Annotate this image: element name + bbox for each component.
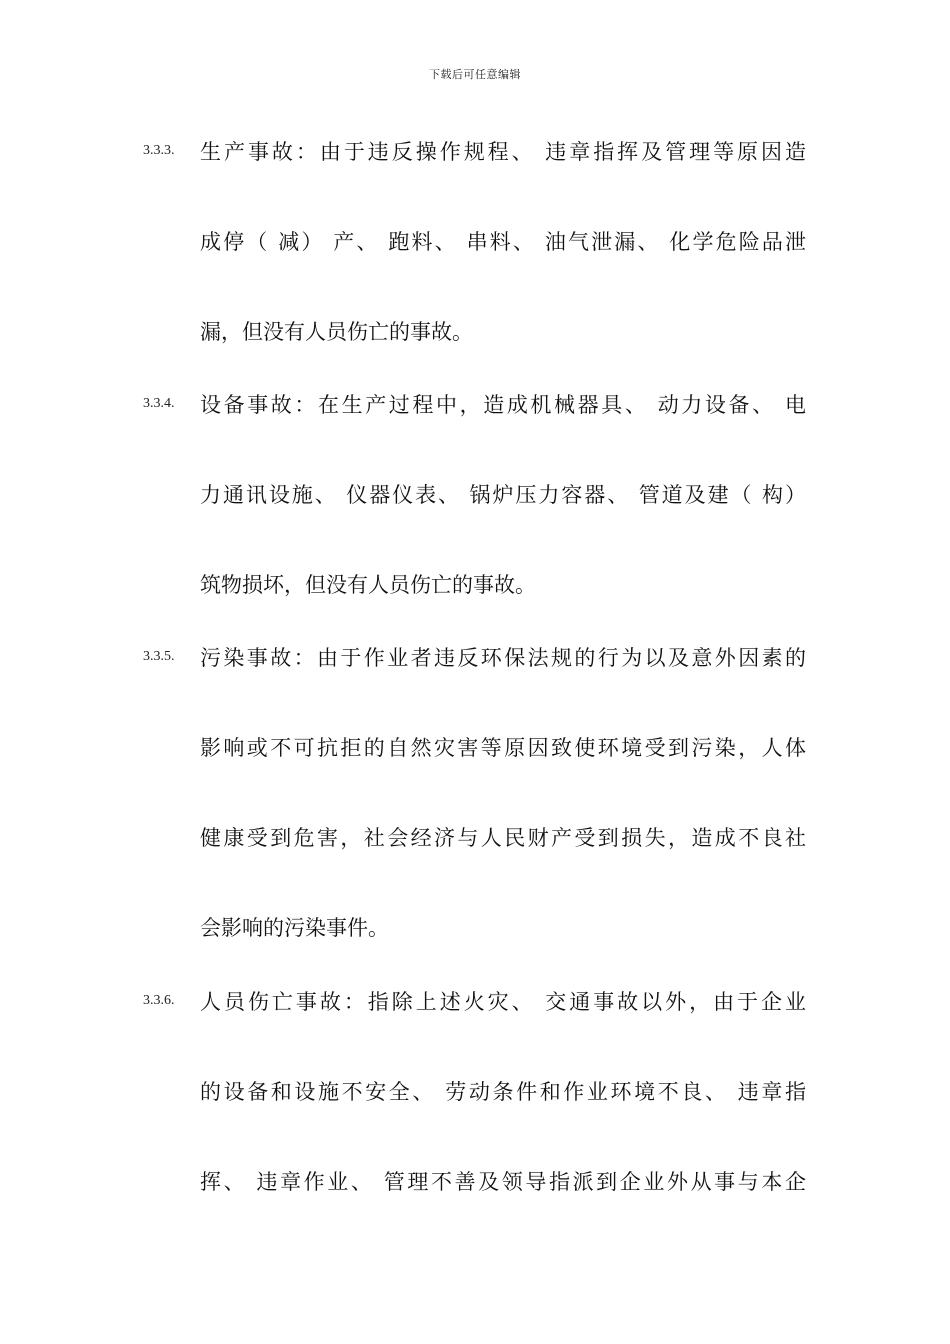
clause-number: 3.3.3. — [143, 143, 175, 158]
clause-text-line: 成停（ 减） 产、 跑料、 串料、 油气泄漏、 化学危险品泄 — [200, 230, 806, 254]
clause-text-line: 会影响的污染事件。 — [200, 916, 389, 940]
clause-number: 3.3.5. — [143, 649, 175, 664]
page-header: 下载后可任意编辑 — [429, 68, 521, 81]
clause-text-line: 力通讯设施、 仪器仪表、 锅炉压力容器、 管道及建（ 构） — [200, 483, 806, 507]
clause-text-line: 污染事故：由于作业者违反环保法规的行为以及意外因素的 — [200, 646, 806, 670]
clause-text-line: 健康受到危害，社会经济与人民财产受到损失，造成不良社 — [200, 826, 806, 850]
clause-text-line: 人员伤亡事故：指除上述火灾、 交通事故以外，由于企业 — [200, 990, 806, 1014]
clause-text-line: 筑物损坏，但没有人员伤亡的事故。 — [200, 573, 536, 597]
clause-text-line: 影响或不可抗拒的自然灾害等原因致使环境受到污染，人体 — [200, 736, 806, 760]
clause-text-line: 挥、 违章作业、 管理不善及领导指派到企业外从事与本企 — [200, 1170, 806, 1194]
clause-number: 3.3.6. — [143, 993, 175, 1008]
clause-text-line: 设备事故：在生产过程中，造成机械器具、 动力设备、 电 — [200, 393, 806, 417]
clause-text-line: 漏，但没有人员伤亡的事故。 — [200, 320, 473, 344]
clause-text-line: 生产事故：由于违反操作规程、 违章指挥及管理等原因造 — [200, 140, 806, 164]
clause-number: 3.3.4. — [143, 396, 175, 411]
clause-text-line: 的设备和设施不安全、 劳动条件和作业环境不良、 违章指 — [200, 1080, 806, 1104]
